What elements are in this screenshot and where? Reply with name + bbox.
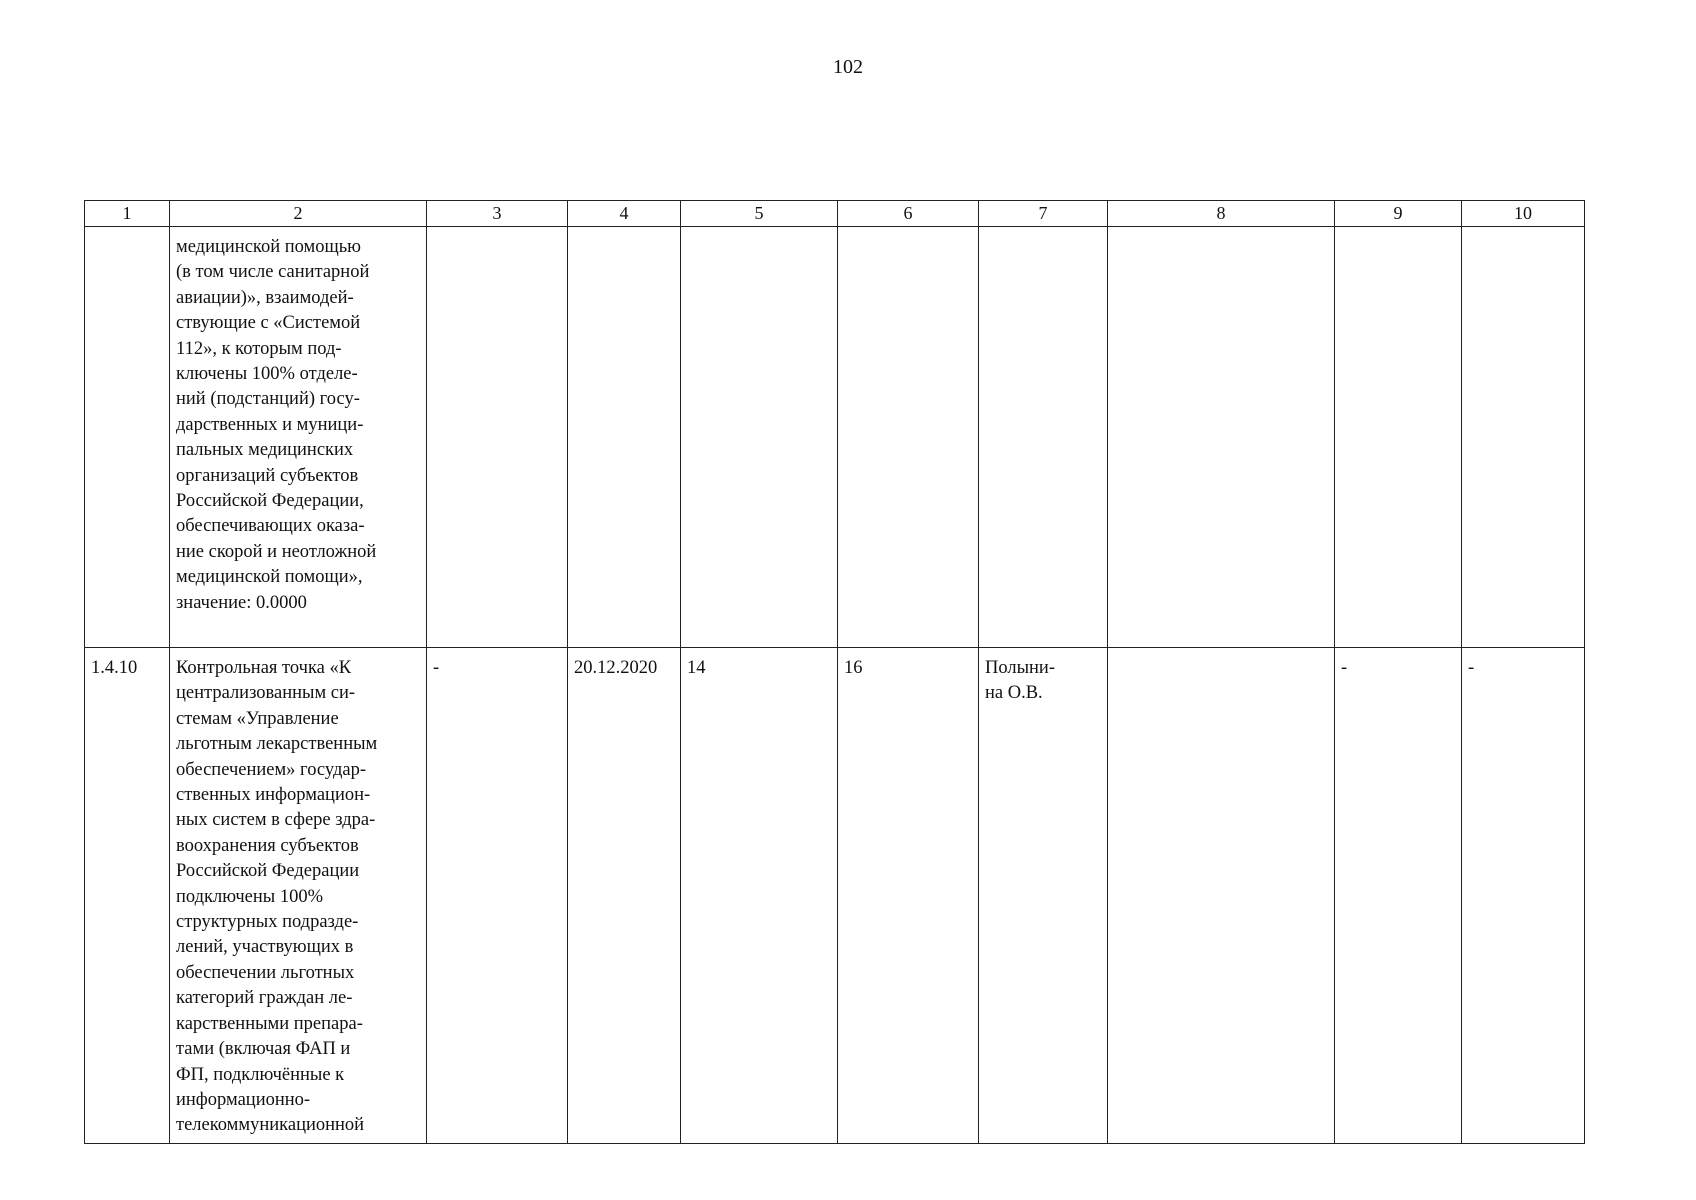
description-line: организаций субъектов [176, 465, 359, 486]
description-line: воохранения субъектов [176, 835, 359, 856]
cell-col-6 [838, 227, 979, 648]
description-line: категорий граждан ле- [176, 988, 353, 1009]
description-line: Российской Федерации [176, 861, 360, 882]
responsible-line: Полыни- [985, 658, 1055, 678]
description-line: авиации)», взаимодей- [176, 287, 354, 308]
description-line: значение: 0.0000 [176, 592, 307, 613]
description-line: обеспечивающих оказа- [176, 516, 365, 537]
description-line: карственными препара- [176, 1013, 363, 1034]
description-line: подключены 100% [176, 886, 323, 907]
cell-date: 20.12.2020 [568, 648, 681, 1144]
cell-description [170, 648, 427, 1144]
description-line: централизованным си- [176, 683, 356, 704]
description-line: стемам «Управление [176, 708, 339, 729]
cell-col-8 [1108, 648, 1335, 1144]
description-line: ствующие с «Системой [176, 313, 361, 334]
description-line: информационно- [176, 1089, 311, 1110]
header-col-9: 9 [1335, 201, 1462, 227]
description-line: ний (подстанций) госу- [176, 389, 360, 410]
cell-col-8 [1108, 227, 1335, 648]
description-line: ственных информацион- [176, 785, 371, 806]
table-row-1-4-10 [85, 648, 1585, 1144]
page-number: 102 [833, 56, 863, 78]
header-col-3: 3 [427, 201, 568, 227]
cell-description [170, 227, 427, 648]
description-line: телекоммуникационной [176, 1115, 365, 1136]
plan-table [84, 200, 1585, 1144]
description-line: ФП, подключённые к [176, 1064, 345, 1085]
cell-col-3 [427, 227, 568, 648]
header-col-5: 5 [681, 201, 838, 227]
description-line: пальных медицинских [176, 440, 354, 461]
header-col-10: 10 [1462, 201, 1585, 227]
cell-responsible [979, 648, 1108, 1144]
cell-col-9 [1335, 227, 1462, 648]
cell-col-9: - [1335, 648, 1462, 1144]
header-col-4: 4 [568, 201, 681, 227]
description-line: ключены 100% отделе- [176, 364, 358, 385]
description-line: структурных подразде- [176, 912, 359, 933]
cell-col-10: - [1462, 648, 1585, 1144]
table-row-continuation [85, 227, 1585, 648]
header-col-2: 2 [170, 201, 427, 227]
header-col-1: 1 [85, 201, 170, 227]
description-line: ных систем в сфере здра- [176, 810, 376, 831]
cell-col-4 [568, 227, 681, 648]
description-line: тами (включая ФАП и [176, 1039, 351, 1060]
cell-col-10 [1462, 227, 1585, 648]
description-line: медицинской помощи», [176, 567, 363, 588]
responsible-line: на О.В. [985, 683, 1043, 704]
description-line: (в том числе санитарной [176, 262, 370, 283]
cell-col-7 [979, 227, 1108, 648]
cell-number [85, 227, 170, 648]
header-col-6: 6 [838, 201, 979, 227]
cell-col-5 [681, 227, 838, 648]
description-line: Контрольная точка «К [176, 658, 352, 678]
header-col-7: 7 [979, 201, 1108, 227]
description-line: медицинской помощью [176, 237, 361, 257]
header-col-8: 8 [1108, 201, 1335, 227]
description-line: Российской Федерации, [176, 491, 364, 512]
description-line: обеспечении льготных [176, 962, 355, 983]
cell-col-5: 14 [681, 648, 838, 1144]
cell-col-6: 16 [838, 648, 979, 1144]
description-line: льготным лекарственным [176, 734, 378, 755]
header-row [85, 201, 1585, 227]
description-line: лений, участвующих в [176, 937, 354, 958]
cell-col-3: - [427, 648, 568, 1144]
cell-number: 1.4.10 [85, 648, 170, 1144]
description-line: обеспечением» государ- [176, 759, 366, 780]
description-line: 112», к которым под- [176, 338, 342, 359]
description-line: дарственных и муници- [176, 414, 364, 435]
description-line: ние скорой и неотложной [176, 541, 377, 562]
